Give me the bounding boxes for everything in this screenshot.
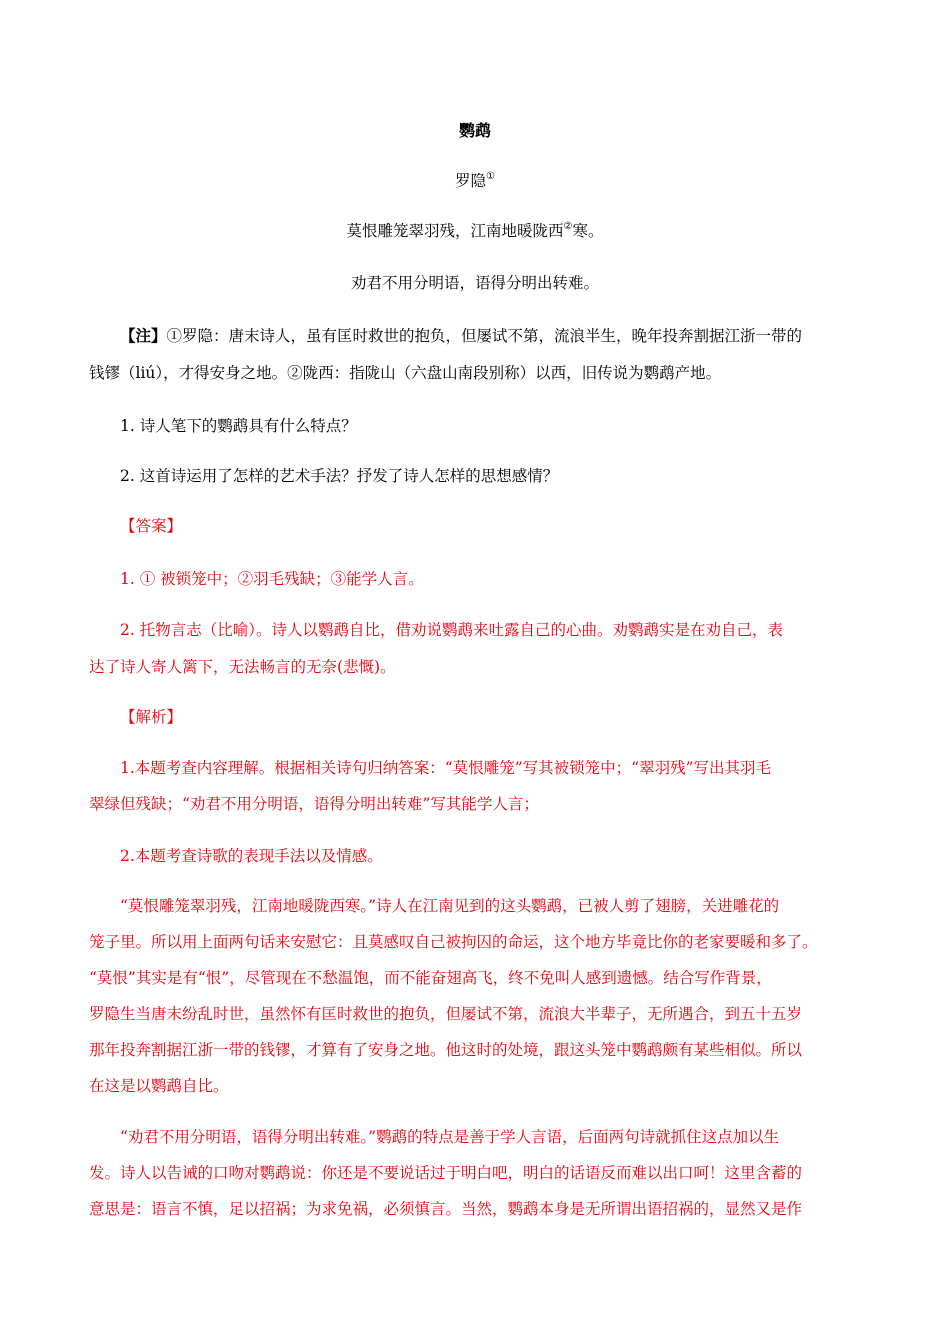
analysis-3-line-5: 那年投奔割据江浙一带的钱镠，才算有了安身之地。他这时的处境，跟这头笼中鹦鹉颇有某些相似。所以	[89, 1041, 803, 1059]
analysis-4-line-2: 发。诗人以告诫的口吻对鹦鹉说：你还是不要说话过于明白吧，明白的话语反而难以出口呵！这里含蓄的	[89, 1164, 803, 1182]
analysis-2: 2.本题考查诗歌的表现手法以及情感。	[120, 847, 383, 865]
analysis-1-line-2: 翠绿但残缺；“劝君不用分明语，语得分明出转难”写其能学人言；	[89, 795, 539, 813]
poem-author	[0, 170, 950, 192]
answer-2-line-2: 达了诗人寄人篱下，无法畅言的无奈(悲慨)。	[89, 658, 396, 676]
analysis-3-line-4: 罗隐生当唐末纷乱时世，虽然怀有匡时救世的抱负，但屡试不第，流浪大半辈子，无所遇合，到五十五岁	[89, 1005, 803, 1023]
analysis-3-line-1: “莫恨雕笼翠羽残，江南地暖陇西寒。”诗人在江南见到的这头鹦鹉，已被人剪了翅膀，关进雕花的	[120, 897, 780, 915]
answer-2-line-1: 2. 托物言志（比喻）。诗人以鹦鹉自比，借劝说鹦鹉来吐露自己的心曲。劝鹦鹉实是在劝自己，表	[120, 621, 783, 639]
poem-line-2: 劝君不用分明语，语得分明出转难。	[350, 274, 599, 292]
answer-label: 【答案】	[120, 517, 183, 535]
analysis-4-line-1: “劝君不用分明语，语得分明出转难。”鹦鹉的特点是善于学人言语，后面两句诗就抓住这点加以生	[120, 1128, 780, 1146]
note-line-2: 钱镠（liú），才得安身之地。②陇西：指陇山（六盘山南段别称）以西，旧传说为鹦鹉产地。	[89, 364, 722, 382]
poem-line-1	[0, 220, 950, 242]
question-2: 2. 这首诗运用了怎样的艺术手法？抒发了诗人怎样的思想感情？	[120, 467, 559, 485]
analysis-3-line-3: “莫恨”其实是有“恨”，尽管现在不愁温饱，而不能奋翅高飞，终不免叫人感到遗憾。结合写作背景，	[89, 969, 772, 987]
note-text-1: ①罗隐：唐末诗人，虽有匡时救世的抱负，但屡试不第，流浪半生，晚年投奔割据江浙一带的	[166, 327, 803, 345]
analysis-3-line-2: 笼子里。所以用上面两句话来安慰它：且莫感叹自己被拘囚的命运，这个地方毕竟比你的老家要暖和多了。	[89, 933, 818, 951]
footnote-mark-1: ①	[486, 171, 495, 182]
note-line-1	[120, 325, 802, 347]
answer-1: 1. ① 被锁笼中；②羽毛残缺；③能学人言。	[120, 570, 424, 588]
analysis-label: 【解析】	[120, 708, 183, 726]
footnote-mark-2: ②	[563, 221, 573, 232]
note-label: 【注】	[120, 326, 167, 345]
analysis-1-line-1: 1.本题考查内容理解。根据相关诗句归纳答案：“莫恨雕笼”写其被锁笼中；“翠羽残”写出其羽毛	[120, 759, 771, 777]
analysis-4-line-3: 意思是：语言不慎，足以招祸；为求免祸，必须慎言。当然，鹦鹉本身是无所谓出语招祸的，显然又是作	[89, 1200, 803, 1218]
analysis-3-line-6: 在这是以鹦鹉自比。	[89, 1077, 229, 1095]
poem-line-1-b: 寒。	[572, 222, 604, 240]
poem-title: 鹦鹉	[458, 121, 491, 140]
poem-line-1-a: 莫恨雕笼翠羽残，江南地暖陇西	[346, 222, 564, 240]
author-name: 罗隐	[455, 172, 487, 190]
question-1: 1. 诗人笔下的鹦鹉具有什么特点？	[120, 417, 357, 435]
